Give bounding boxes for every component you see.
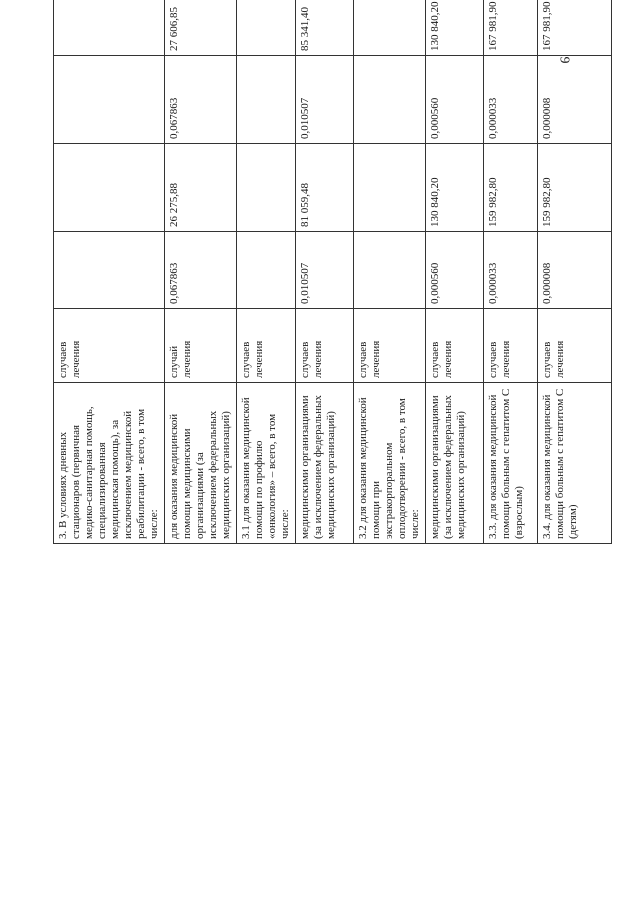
value-cell: 0,000033 xyxy=(484,232,538,309)
row-label: 3. В условиях дневных стационаров (первичная медико-санитарная помощь, специализированная медицинская помощь), за исключением медицинской реабилитации - всего, в том числе: xyxy=(54,383,165,544)
unit-cell: случай лечения xyxy=(165,309,237,383)
table-row xyxy=(354,0,426,544)
value-cell xyxy=(354,56,426,144)
value-cell: 81 059,48 xyxy=(296,144,354,232)
value-cell: 26 275,88 xyxy=(165,144,237,232)
unit-cell: случаев лечения xyxy=(296,309,354,383)
page-number: 9 xyxy=(556,56,572,64)
unit-cell: случаев лечения xyxy=(354,309,426,383)
value-cell xyxy=(237,144,296,232)
value-cell: 85 341,40 xyxy=(296,0,354,56)
table-row xyxy=(296,0,354,544)
value-cell: 0,000008 xyxy=(538,232,612,309)
row-label: для оказания медицинской помощи медицинскими организациями (за исключением федеральных медицинских организаций) xyxy=(165,383,237,544)
row-label: 3.1 для оказания медицинской помощи по профилю «онкология» – всего, в том числе: xyxy=(237,383,296,544)
value-cell: 159 982,80 xyxy=(538,144,612,232)
value-cell xyxy=(237,232,296,309)
rotated-table-container xyxy=(53,1,579,855)
row-label: 3.2 для оказания медицинской помощи при экстракорпоральном оплодотворении - всего, в том числе: xyxy=(354,383,426,544)
value-cell xyxy=(54,0,165,56)
value-cell: 167 981,90 xyxy=(484,0,538,56)
row-label: 3.3. для оказания медицинской помощи больным с гепатитом С (взрослым) xyxy=(484,383,538,544)
table-row xyxy=(54,0,165,544)
table-row xyxy=(426,0,484,544)
unit-cell: случаев лечения xyxy=(538,309,612,383)
row-label: медицинскими организациями (за исключением федеральных медицинских организаций) xyxy=(426,383,484,544)
value-cell: 0,000008 xyxy=(538,56,612,144)
value-cell: 130 840,20 xyxy=(426,144,484,232)
value-cell: 0,010507 xyxy=(296,56,354,144)
table-row xyxy=(538,0,612,544)
value-cell xyxy=(237,0,296,56)
value-cell: 167 981,90 xyxy=(538,0,612,56)
value-cell xyxy=(354,144,426,232)
unit-cell: случаев лечения xyxy=(484,309,538,383)
value-cell xyxy=(54,144,165,232)
value-cell: 159 982,80 xyxy=(484,144,538,232)
value-cell xyxy=(54,232,165,309)
row-label: 3.4. для оказания медицинской помощи больным с гепатитом С (детям) xyxy=(538,383,612,544)
value-cell: 0,000560 xyxy=(426,56,484,144)
unit-cell: случаев лечения xyxy=(54,309,165,383)
value-cell xyxy=(54,56,165,144)
row-label: медицинскими организациями (за исключением федеральных медицинских организаций) xyxy=(296,383,354,544)
value-cell: 0,067863 xyxy=(165,56,237,144)
unit-cell: случаев лечения xyxy=(426,309,484,383)
table-row xyxy=(165,0,237,544)
value-cell: 130 840,20 xyxy=(426,0,484,56)
value-cell: 0,067863 xyxy=(165,232,237,309)
value-cell: 27 606,85 xyxy=(165,0,237,56)
value-cell: 0,010507 xyxy=(296,232,354,309)
value-cell xyxy=(354,232,426,309)
value-cell xyxy=(354,0,426,56)
table-row xyxy=(237,0,296,544)
unit-cell: случаев лечения xyxy=(237,309,296,383)
norms-table xyxy=(53,0,612,544)
table-row xyxy=(484,0,538,544)
value-cell xyxy=(237,56,296,144)
value-cell: 0,000033 xyxy=(484,56,538,144)
table-body xyxy=(54,0,612,544)
value-cell: 0,000560 xyxy=(426,232,484,309)
